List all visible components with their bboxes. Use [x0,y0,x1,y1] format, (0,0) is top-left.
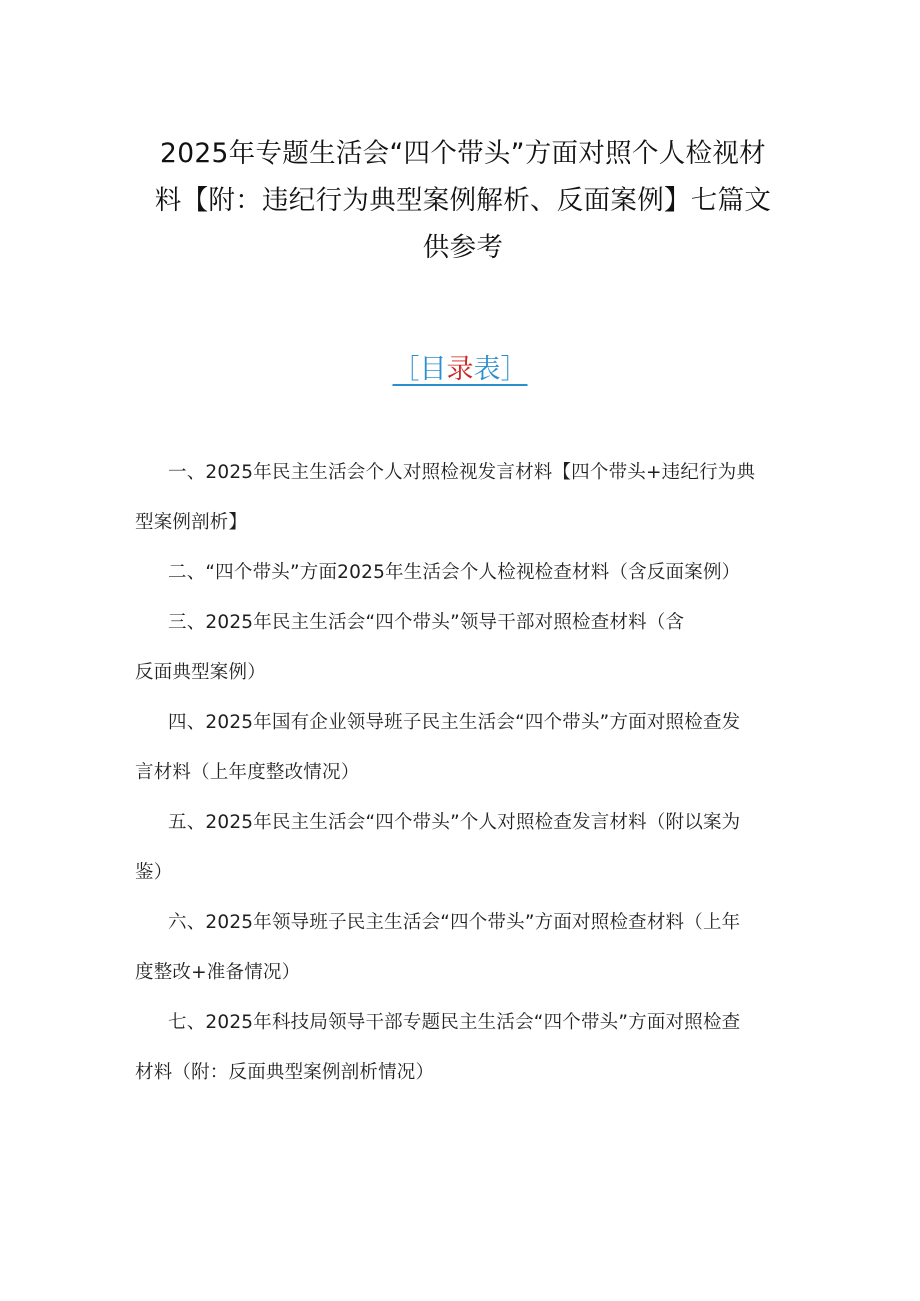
toc-item-6-line-1: 六、2025年领导班子民主生活会“四个带头”方面对照检查材料（上年 [168,912,741,933]
toc-bracket-open: ［ [392,354,420,385]
toc-item-4[interactable] [135,698,790,798]
toc-item-6-line-2: 度整改+准备情况） [135,962,301,983]
toc-bracket-close: ］ [500,354,528,385]
toc-item-5[interactable] [135,798,790,898]
toc-item-4-line-1: 四、2025年国有企业领导班子民主生活会“四个带头”方面对照检查发 [168,712,741,733]
toc-label-part-1: 目 [419,354,447,385]
toc-item-1-line-2: 型案例剖析】 [135,512,248,533]
toc-item-5-line-1: 五、2025年民主生活会“四个带头”个人对照检查发言材料（附以案为 [168,812,741,833]
document-title [130,130,796,271]
toc-item-1-line-1: 一、2025年民主生活会个人对照检视发言材料【四个带头+违纪行为典 [168,462,756,483]
toc-list [135,448,790,1098]
toc-heading-link[interactable] [393,350,528,390]
toc-item-3-line-1: 三、2025年民主生活会“四个带头”领导干部对照检查材料（含 [168,612,685,633]
toc-item-4-line-2: 言材料（上年度整改情况） [135,762,360,783]
toc-item-3[interactable] [135,598,790,698]
toc-item-6[interactable] [135,898,790,998]
toc-label-part-3: 表 [473,354,501,385]
document-title-line-3: 供参考 [422,231,504,263]
toc-item-5-line-2: 鉴） [135,862,173,883]
toc-heading [0,350,920,390]
document-title-line-2: 料【附：违纪行为典型案例解析、反面案例】七篇文 [154,184,772,216]
toc-item-1[interactable] [135,448,790,548]
toc-item-3-line-2: 反面典型案例） [135,662,266,683]
toc-item-7-line-1: 七、2025年科技局领导干部专题民主生活会“四个带头”方面对照检查 [168,1012,741,1033]
document-title-line-1: 2025年专题生活会“四个带头”方面对照个人检视材 [160,137,766,169]
toc-item-7-line-2: 材料（附：反面典型案例剖析情况） [135,1062,435,1083]
toc-item-7[interactable] [135,998,790,1098]
toc-item-2-line-1: 二、“四个带头”方面2025年生活会个人检视检查材料（含反面案例） [168,562,741,583]
toc-label-part-2: 录 [446,354,474,385]
toc-item-2[interactable] [135,548,790,598]
